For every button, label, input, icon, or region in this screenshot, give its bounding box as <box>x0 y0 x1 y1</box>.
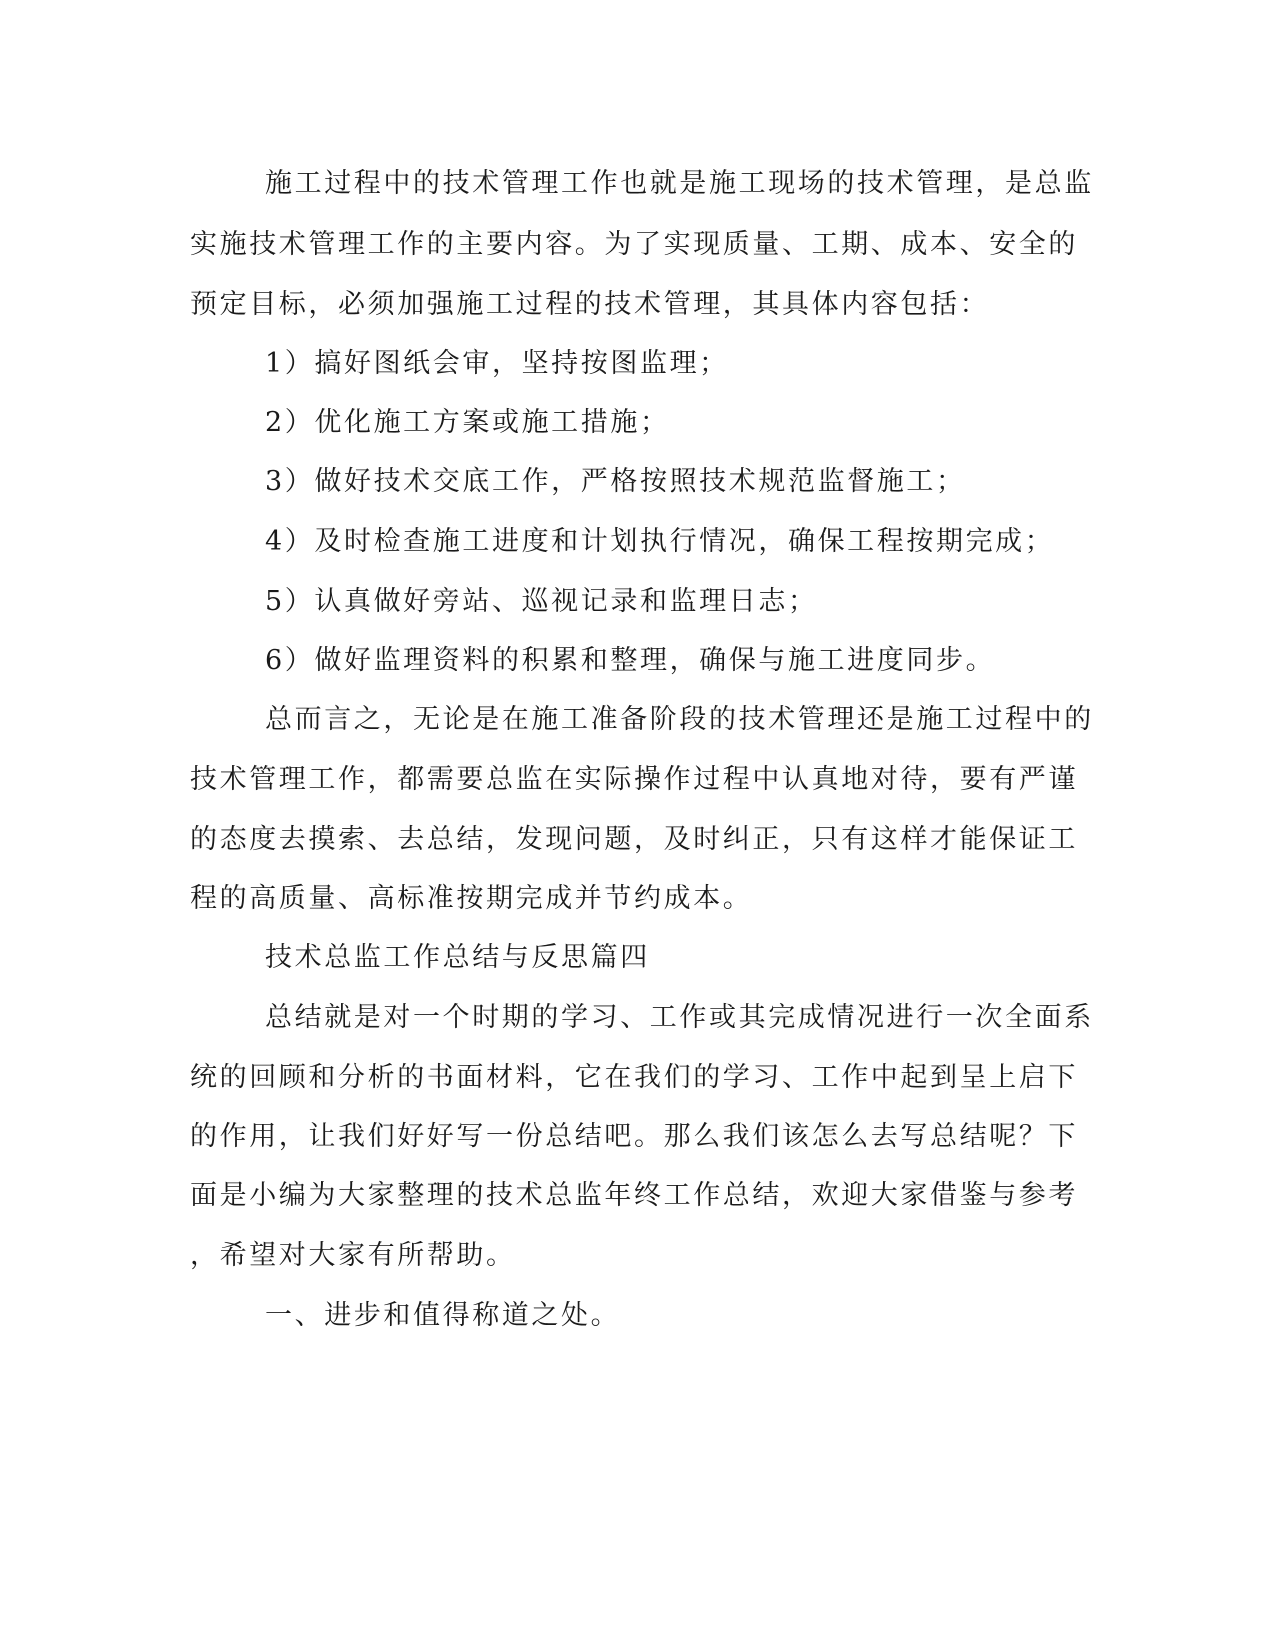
paragraph-line: 实施技术管理工作的主要内容。为了实现质量、工期、成本、安全的 <box>190 229 1078 260</box>
paragraph-line: 预定目标，必须加强施工过程的技术管理，其具体内容包括： <box>190 289 990 320</box>
section-heading: 技术总监工作总结与反思篇四 <box>265 942 650 973</box>
list-item: 2）优化施工方案或施工措施； <box>265 407 670 438</box>
paragraph-line: ，希望对大家有所帮助。 <box>190 1240 516 1271</box>
paragraph-line: 总结就是对一个时期的学习、工作或其完成情况进行一次全面系 <box>265 1002 1094 1033</box>
list-item: 4）及时检查施工进度和计划执行情况，确保工程按期完成； <box>265 526 1055 557</box>
list-item: 5）认真做好旁站、巡视记录和监理日志； <box>265 586 818 617</box>
paragraph-line: 施工过程中的技术管理工作也就是施工现场的技术管理，是总监 <box>265 168 1094 199</box>
paragraph-line: 的态度去摸索、去总结，发现问题，及时纠正，只有这样才能保证工 <box>190 824 1078 855</box>
paragraph-line: 技术管理工作，都需要总监在实际操作过程中认真地对待，要有严谨 <box>190 764 1078 795</box>
paragraph-line: 的作用，让我们好好写一份总结吧。那么我们该怎么去写总结呢？下 <box>190 1121 1078 1152</box>
list-item: 3）做好技术交底工作，严格按照技术规范监督施工； <box>265 466 966 497</box>
paragraph-line: 统的回顾和分析的书面材料，它在我们的学习、工作中起到呈上启下 <box>190 1062 1078 1093</box>
list-item: 6）做好监理资料的积累和整理，确保与施工进度同步。 <box>265 645 996 676</box>
paragraph-line: 总而言之，无论是在施工准备阶段的技术管理还是施工过程中的 <box>265 704 1094 735</box>
paragraph-line: 面是小编为大家整理的技术总监年终工作总结，欢迎大家借鉴与参考 <box>190 1180 1078 1211</box>
paragraph-line: 程的高质量、高标准按期完成并节约成本。 <box>190 883 753 914</box>
list-item: 1）搞好图纸会审，坚持按图监理； <box>265 348 729 379</box>
section-heading: 一、进步和值得称道之处。 <box>265 1300 621 1331</box>
